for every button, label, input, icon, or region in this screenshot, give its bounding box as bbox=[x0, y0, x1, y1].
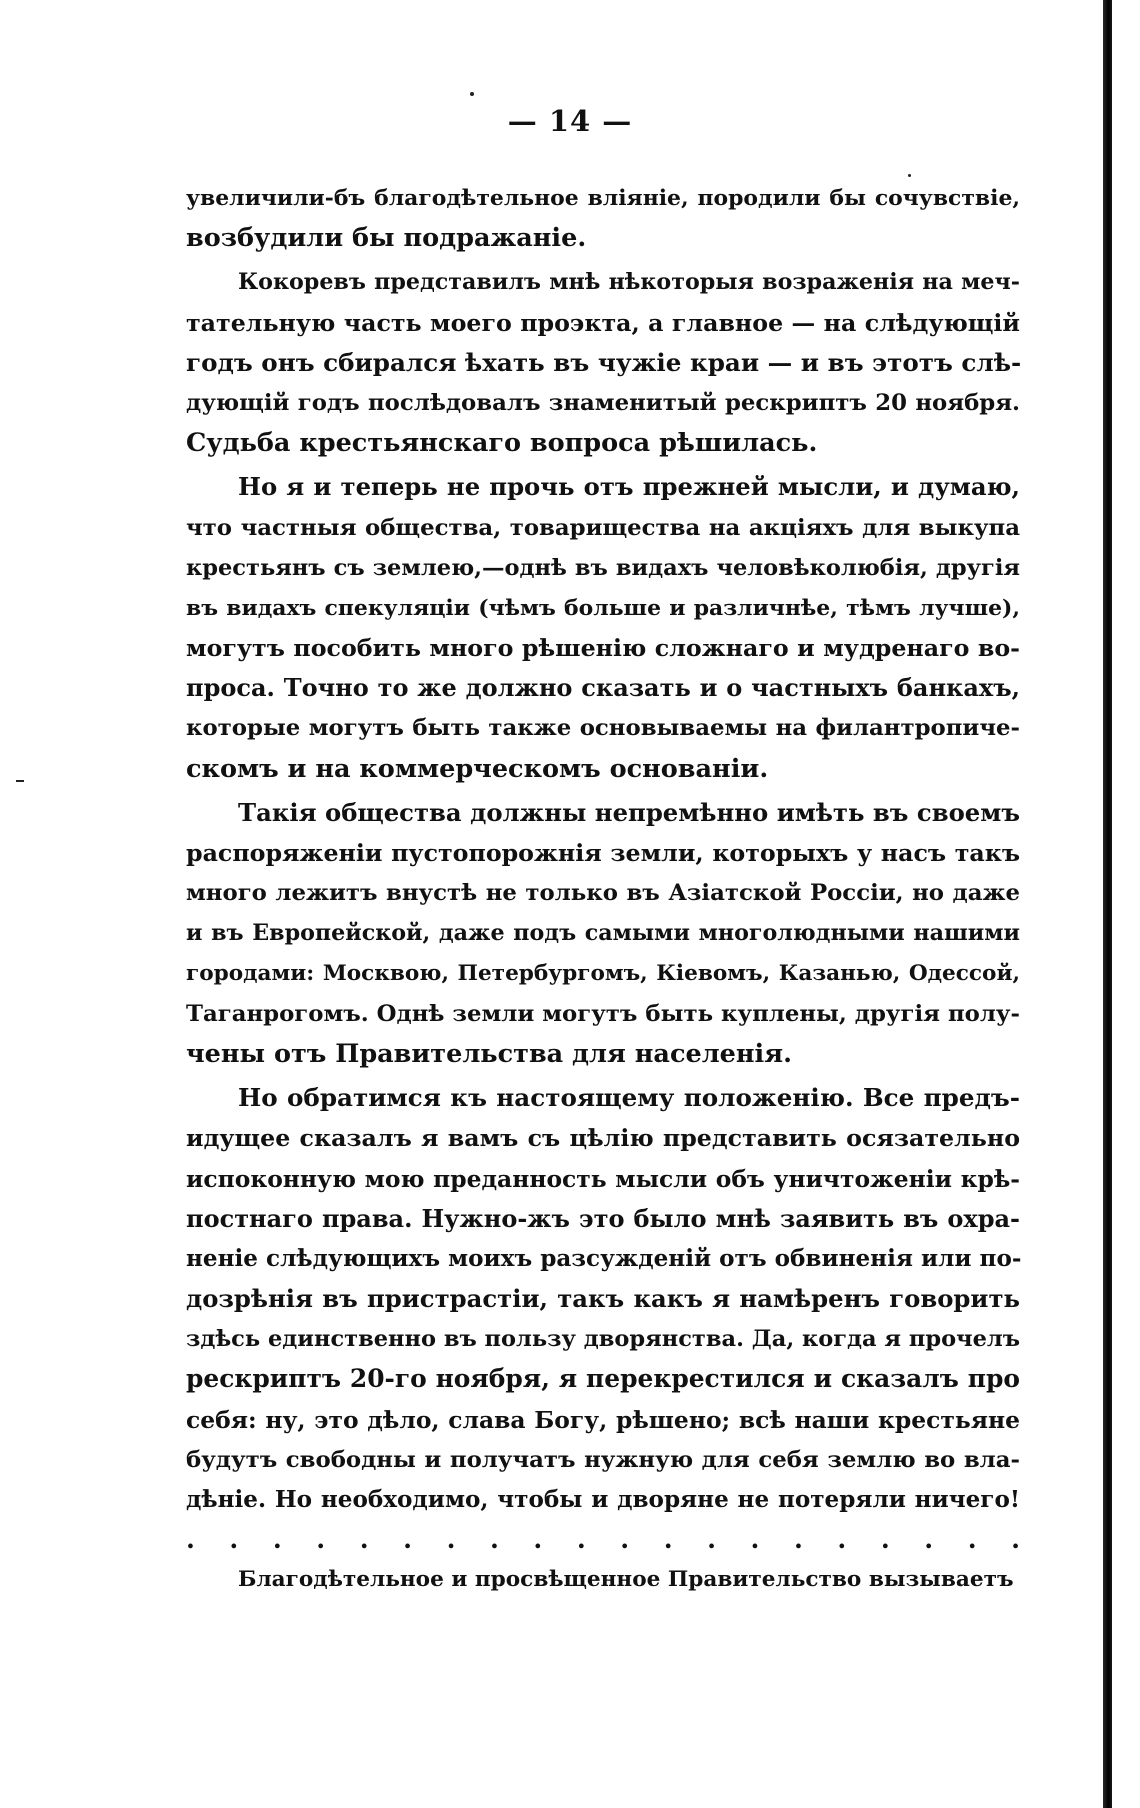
text-line: неніе слѣдующихъ моихъ разсужденій отъ обвиненія или по- bbox=[186, 1244, 1022, 1272]
text-line: рескриптъ 20-го ноября, я перекрестился и сказалъ про bbox=[186, 1364, 1020, 1394]
text-line: здѣсь единственно въ пользу дворянства. Да, когда я прочелъ bbox=[186, 1326, 1021, 1353]
scan-speck bbox=[470, 92, 474, 96]
paragraph-1 bbox=[186, 178, 1020, 258]
text-line: Кокоревъ представилъ мнѣ нѣкоторыя возраженія на меч- bbox=[238, 269, 1020, 296]
text-line: могутъ пособить много рѣшенію сложнаго и мудренаго во- bbox=[186, 634, 1020, 663]
text-line: Но я и теперь не прочь отъ прежней мысли, и думаю, bbox=[238, 472, 1020, 502]
text-line: увеличили-бъ благодѣтельное вліяніе, породили бы сочувствіе, bbox=[186, 185, 1020, 211]
paragraph-4 bbox=[186, 793, 1020, 1074]
text-line: себя: ну, это дѣло, слава Богу, рѣшено; всѣ наши крестьяне bbox=[186, 1405, 1020, 1434]
text-line: много лежитъ внустѣ не только въ Азіатской Россіи, но даже bbox=[186, 880, 1020, 907]
text-line: проса. Точно то же должно сказать и о частныхъ банкахъ, bbox=[186, 673, 1020, 703]
page-number: — 14 — bbox=[507, 104, 633, 138]
ellipsis-separator: . . . . . . . . . . . . . . . . . . . . bbox=[186, 1525, 1020, 1556]
scan-speck bbox=[16, 780, 24, 782]
text-line: крестьянъ съ землею,—однѣ въ видахъ человѣколюбія, другія bbox=[186, 554, 1020, 581]
text-line: будутъ свободны и получатъ нужную для себя землю во вла- bbox=[186, 1446, 1020, 1473]
paragraph-2 bbox=[186, 262, 1020, 463]
text-line: дующій годъ послѣдовалъ знаменитый рескриптъ 20 ноября. bbox=[186, 389, 1020, 416]
text-line: которые могутъ быть также основываемы на филантропиче- bbox=[186, 715, 1020, 742]
scan-binding-edge bbox=[1103, 0, 1112, 1808]
text-line: въ видахъ спекуляціи (чѣмъ больше и различнѣе, тѣмъ лучше), bbox=[186, 594, 1020, 621]
text-line: Такія общества должны непремѣнно имѣть въ своемъ bbox=[238, 797, 1020, 827]
text-line: что частныя общества, товарищества на акціяхъ для выкупа bbox=[186, 514, 1020, 541]
text-line: дозрѣнія въ пристрастіи, такъ какъ я намѣренъ говорить bbox=[186, 1284, 1020, 1314]
text-line: Таганрогомъ. Однѣ земли могутъ быть куплены, другія полу- bbox=[186, 1000, 1020, 1027]
text-line: Но обратимся къ настоящему положенію. Все предъ- bbox=[238, 1083, 1020, 1113]
text-line: годъ онъ сбирался ѣхать въ чужіе краи — и въ этотъ слѣ- bbox=[186, 347, 1022, 377]
paragraph-3 bbox=[186, 467, 1020, 789]
text-line: постнаго права. Нужно-жъ это было мнѣ заявить въ охра- bbox=[186, 1203, 1020, 1233]
text-line: скомъ и на коммерческомъ основаніи. bbox=[186, 753, 769, 784]
text-line: идущее сказалъ я вамъ съ цѣлію представить осязательно bbox=[186, 1124, 1020, 1153]
text-line: городами: Москвою, Петербургомъ, Кіевомъ, Казанью, Одессой, bbox=[186, 960, 1020, 986]
text-line: чены отъ Правительства для населенія. bbox=[186, 1038, 792, 1069]
body-text bbox=[186, 178, 1020, 1600]
text-line: возбудили бы подражаніе. bbox=[186, 223, 587, 254]
text-line: Судьба крестьянскаго вопроса рѣшилась. bbox=[186, 428, 818, 459]
text-line: и въ Европейской, даже подъ самыми многолюдными нашими bbox=[186, 920, 1020, 947]
text-line: тательную часть моего проэкта, а главное — на слѣдующій bbox=[186, 308, 1020, 337]
paragraph-5 bbox=[186, 1078, 1020, 1520]
text-line: испоконную мою преданность мысли объ уничтоженіи крѣ- bbox=[186, 1164, 1020, 1193]
text-line: распоряженіи пустопорожнія земли, которыхъ у насъ такъ bbox=[186, 839, 1020, 867]
text-line: дѣніе. Но необходимо, чтобы и дворяне не потеряли ничего! bbox=[186, 1486, 1020, 1513]
final-line: Благодѣтельное и просвѣщенное Правительство вызываетъ bbox=[238, 1567, 1014, 1593]
scan-speck bbox=[908, 174, 911, 177]
